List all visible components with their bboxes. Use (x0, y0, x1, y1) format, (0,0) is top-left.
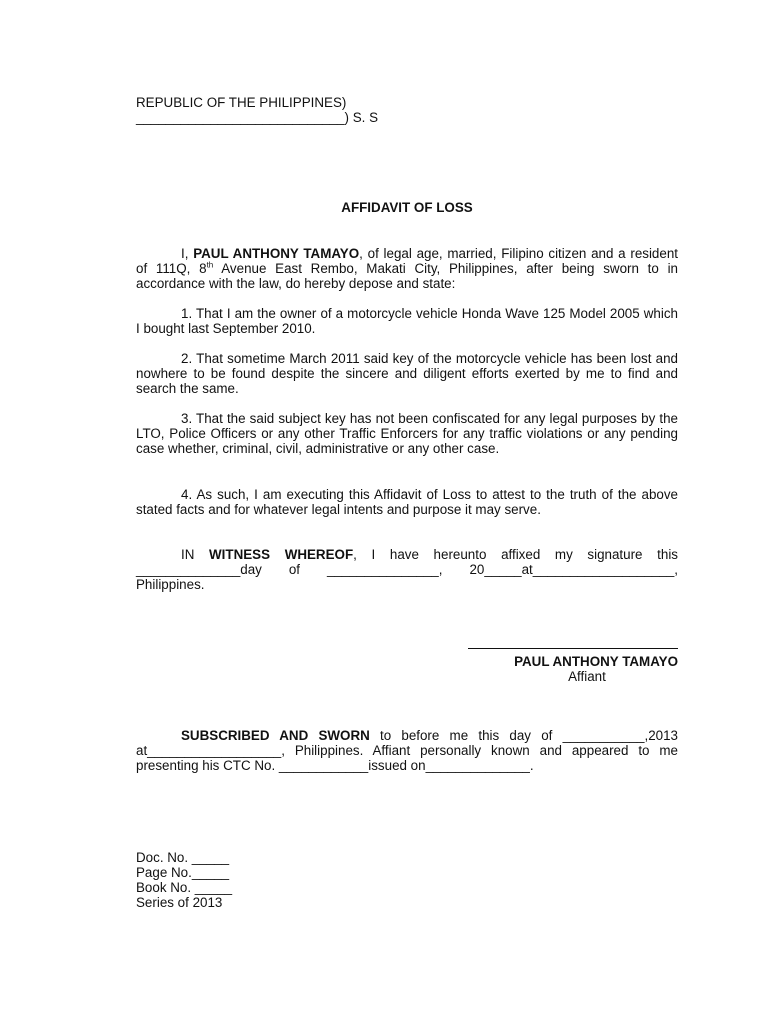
witness-prefix: IN (181, 547, 210, 562)
statement-3: 3. That the said subject key has not been confiscated for any legal purposes by the LTO, Police Officers or any other Traffic Enforcers for any traffic violations or any pending case whether, criminal, civil, administrative or any other case. (136, 411, 678, 456)
document-title: AFFIDAVIT OF LOSS (341, 200, 473, 215)
signature-name: PAUL ANTHONY TAMAYO (514, 654, 678, 669)
statement-4: 4. As such, I am executing this Affidavit of Loss to attest to the truth of the above stated facts and for whatever legal intents and purpose it may serve. (136, 487, 678, 517)
intro-part2: Avenue East Rembo, Makati City, Philippines, after being sworn to in accordance with the law, do hereby depose and state: (136, 261, 678, 291)
intro-part1: , of legal age, married, Filipino citizen and a resident of 111Q, 8 (136, 246, 678, 276)
statement-2: 2. That sometime March 2011 said key of the motorcycle vehicle has been lost and nowhere to be found despite the sincere and diligent efforts exerted by me to find and search the same. (136, 351, 678, 396)
signature-line (468, 648, 678, 649)
statement-1: 1. That I am the owner of a motorcycle vehicle Honda Wave 125 Model 2005 which I bought last September 2010. (136, 306, 678, 336)
signature-role: Affiant (568, 669, 606, 684)
page-number: Page No._____ (136, 865, 230, 880)
doc-number: Doc. No. _____ (136, 850, 230, 865)
ss-line: ____________________________) S. S (136, 110, 379, 125)
book-number: Book No. _____ (136, 880, 233, 895)
intro-paragraph (136, 246, 678, 291)
affiant-name: PAUL ANTHONY TAMAYO (193, 246, 360, 261)
witness-whereof: WITNESS WHEREOF (209, 547, 354, 562)
jurat-text: to before me this day of ___________,2013 at__________________, Philippines. Affiant personally known and appeared to me presenting his CTC No. ____________issued on______________. (136, 728, 678, 773)
witness-text: , I have hereunto affixed my signature this ______________day of _______________, 20_____at___________________, Philippines. (136, 547, 678, 592)
republic-header: REPUBLIC OF THE PHILIPPINES) (136, 95, 347, 110)
witness-paragraph (136, 547, 678, 592)
intro-prefix: I, (181, 246, 194, 261)
subscribed-and-sworn: SUBSCRIBED AND SWORN (181, 728, 370, 743)
jurat-paragraph (136, 728, 678, 773)
ordinal-superscript: th (206, 260, 214, 270)
series-year: Series of 2013 (136, 895, 223, 910)
